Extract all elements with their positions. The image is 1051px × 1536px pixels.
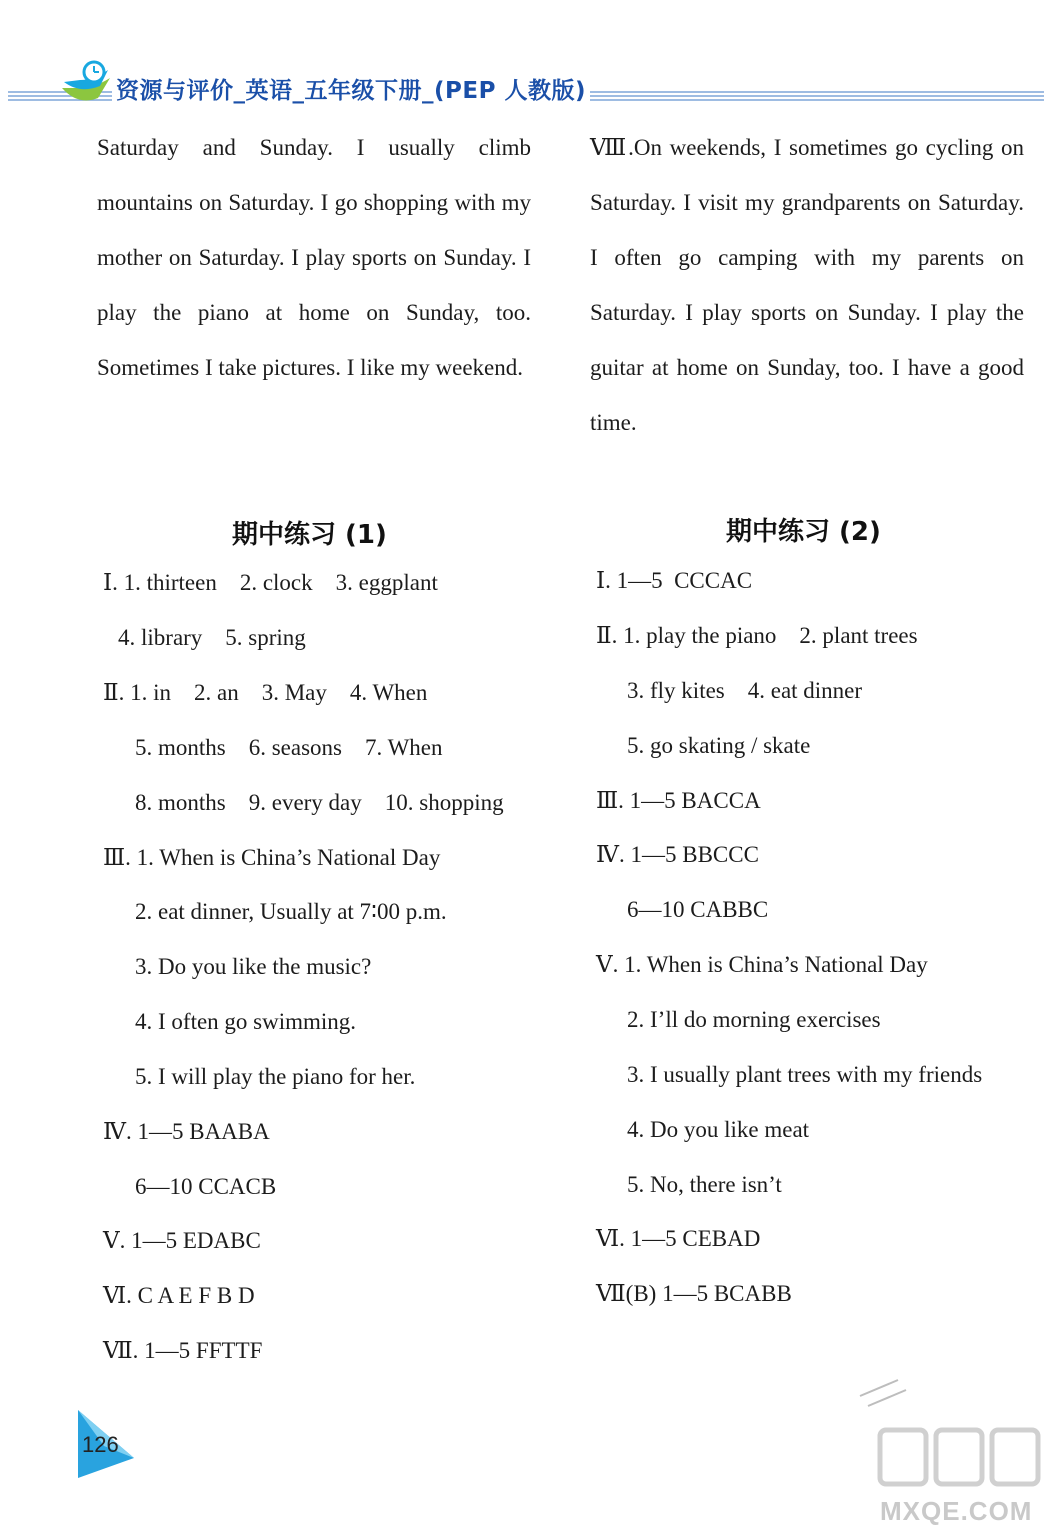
answer-line: Ⅱ. 1. play the piano 2. plant trees <box>596 623 918 648</box>
answer-line: Ⅰ. 1. thirteen 2. clock 3. eggplant <box>103 570 438 595</box>
answer-line: 3. I usually plant trees with my friends <box>627 1062 983 1087</box>
section-title-midterm-1: 期中练习 (1) <box>232 520 387 550</box>
answer-paragraph-right: Ⅷ.On weekends, I sometimes go cycling on Saturday. I visit my grandparents on Saturday. I often go camping with my parents on Saturday. I play sports on Sunday. I play the guitar at home on Sunday, too. I have a good time. <box>590 135 1024 435</box>
answer-line: Ⅵ. C A E F B D <box>103 1283 255 1308</box>
answer-line: 4. library 5. spring <box>118 625 306 650</box>
answer-line: 5. months 6. seasons 7. When <box>135 735 443 760</box>
answer-line: 5. go skating / skate <box>627 733 811 758</box>
section-title-midterm-2: 期中练习 (2) <box>726 517 881 547</box>
answer-line: 3. Do you like the music? <box>135 954 372 979</box>
watermark-text: MXQE.COM <box>880 1496 1033 1526</box>
answer-line: Ⅶ(B) 1—5 BCABB <box>596 1281 792 1306</box>
answer-line: Ⅲ. 1. When is China’s National Day <box>103 845 441 870</box>
answer-line: Ⅶ. 1—5 FFTTF <box>103 1338 263 1363</box>
answer-line: 5. I will play the piano for her. <box>135 1064 416 1089</box>
page-header <box>0 58 1051 118</box>
answer-line: Ⅱ. 1. in 2. an 3. May 4. When <box>103 680 428 705</box>
answer-line: 6—10 CCACB <box>135 1174 277 1199</box>
answer-line: 2. I’ll do morning exercises <box>627 1007 881 1032</box>
answer-line: 6—10 CABBC <box>627 897 769 922</box>
answer-line: 4. I often go swimming. <box>135 1009 357 1034</box>
answer-line: 2. eat dinner, Usually at 7∶00 p.m. <box>135 899 447 924</box>
answer-line: Ⅴ. 1—5 EDABC <box>103 1228 261 1253</box>
answer-paragraph-left: Saturday and Sunday. I usually climb mountains on Saturday. I go shopping with my mother on Saturday. I play sports on Sunday. I play the piano at home on Sunday, too. Sometimes I take pictures. I like my weekend. <box>97 135 531 380</box>
answer-line: Ⅳ. 1—5 BBCCC <box>596 842 759 867</box>
answer-line: Ⅰ. 1—5 CCCAC <box>596 568 753 593</box>
answer-line: Ⅲ. 1—5 BACCA <box>596 788 761 813</box>
answer-line: 3. fly kites 4. eat dinner <box>627 678 863 703</box>
answer-line: 4. Do you like meat <box>627 1117 810 1142</box>
answer-line: 5. No, there isn’t <box>627 1172 782 1197</box>
header-title: 资源与评价_英语_五年级下册_(PEP 人教版) <box>112 72 590 105</box>
answer-line: 8. months 9. every day 10. shopping <box>135 790 504 815</box>
answer-line: Ⅵ. 1—5 CEBAD <box>596 1226 761 1251</box>
book-clock-logo-icon <box>58 58 114 108</box>
answer-line: Ⅳ. 1—5 BAABA <box>103 1119 270 1144</box>
page-number: 126 <box>82 1432 119 1457</box>
answer-line: Ⅴ. 1. When is China’s National Day <box>596 952 928 977</box>
